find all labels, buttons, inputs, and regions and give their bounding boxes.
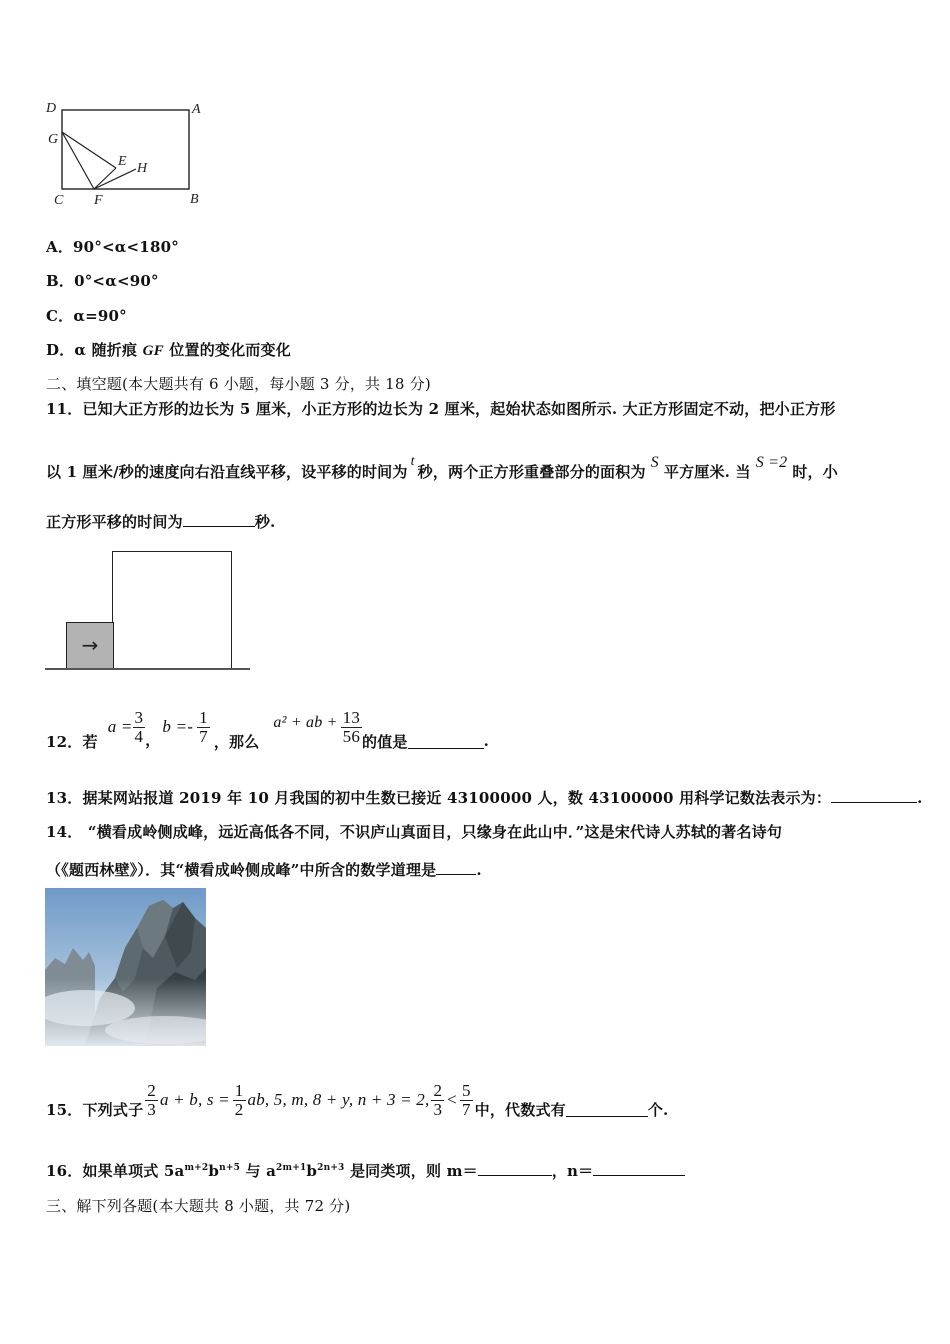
q13-text: 13．据某网站报道 2019 年 10 月我国的初中生数已接近 43100000 人，数 43100000 用科学记数法表示为： [46,789,832,807]
q11-answer-blank[interactable] [183,512,255,527]
segment-fh [94,169,136,189]
segment-fe [94,168,116,189]
q14-answer-blank[interactable] [436,860,476,875]
q12-a-eq: a = [107,717,133,736]
q13 [46,787,923,808]
mountain-photo [45,888,206,1046]
q13-end: . [917,789,923,807]
q12-prefix: 12．若 [46,732,98,751]
q11-line2-d: 时，小 [792,463,838,481]
q15-less-than: < [447,1090,457,1109]
q15-f3-num: 2 [433,1080,443,1100]
option-b-letter: B． [46,272,75,290]
option-c-letter: C． [46,307,74,325]
segment-ge [62,132,116,168]
q16-sup1: m+2 [184,1163,209,1173]
q12-a-num: 3 [134,707,144,727]
label-d: D [46,101,57,116]
q11-line2-a: 以 1 厘米/秒的速度向右沿直线平移，设平移的时间为 [46,463,408,481]
q15-fraction-4 [460,1082,473,1119]
option-a [46,236,179,257]
q15-fraction-1 [145,1082,158,1119]
option-d-italic: GF [142,343,164,359]
q11-condition: S =2 [755,454,788,471]
q11-line2 [46,454,838,482]
q12-expression: a² + ab + [273,714,338,731]
fold-line-gf [62,132,94,189]
option-d-letter: D． [46,341,75,359]
option-b-text: 0°<α<90° [74,272,159,290]
q15-fraction-3 [431,1082,444,1119]
fold-rectangle-figure [40,96,220,212]
q16-sup4: 2n+3 [317,1163,345,1173]
q15-end: 个. [647,1100,669,1119]
q15 [46,1076,668,1124]
q15-f2-den: 2 [234,1099,244,1119]
q12-suffix: 的值是 [362,732,408,751]
option-d-text-before: α 随折痕 [74,341,143,359]
option-d-text-after: 位置的变化而变化 [163,341,291,359]
q12-answer-blank[interactable] [408,734,484,749]
q12-fraction-a [133,709,146,746]
q15-f4-den: 7 [461,1099,471,1119]
q14-line2-text: （《题西林壁》）．其“横看成岭侧成峰”中所含的数学道理是 [46,861,437,879]
q16-sup3: 2m+1 [276,1163,307,1173]
small-square [66,622,114,669]
q12-end: . [483,732,490,750]
label-c: C [54,193,64,208]
option-a-letter: A． [46,238,74,256]
label-h: H [137,161,148,176]
q16-m-blank[interactable] [478,1161,552,1176]
q14-line2 [46,859,482,880]
q15-f1-num: 2 [147,1080,156,1100]
q11-line2-b: 秒，两个正方形重叠部分的面积为 [417,463,646,481]
section-3-title: 三、解下列各题(本大题共 8 小题，共 72 分) [46,1197,351,1215]
q13-answer-blank[interactable] [831,788,917,803]
q12-b-num: 1 [199,707,208,727]
q16-part-e: 是同类项，则 m＝ [344,1162,478,1180]
option-c [46,305,127,326]
q16-n-blank[interactable] [593,1161,685,1176]
q14-end: . [476,861,482,879]
q11-var-t: t [410,454,415,469]
q16-part-d: b [306,1162,318,1180]
q15-part2: ab, 5, m, 8 + y, n + 3 = 2, [247,1090,430,1109]
label-e: E [118,154,127,169]
q12-fraction-c [341,709,362,746]
ground-line [45,668,250,670]
q15-fraction-2 [233,1082,246,1119]
q15-f4-num: 5 [461,1080,471,1100]
q11-line3 [46,511,275,532]
q16-part-f: ，n＝ [551,1162,594,1180]
label-f: F [94,193,103,208]
q15-middle: 中，代数式有 [474,1100,566,1119]
option-d [46,339,291,360]
q16-part-b: b [208,1162,220,1180]
q15-answer-blank[interactable] [566,1102,648,1117]
rectangle-abcd [62,110,189,189]
q15-f1-den: 3 [147,1099,156,1119]
q12-b-eq: b =- [162,717,194,736]
q11-line2-c: 平方厘米. 当 [663,463,751,481]
q12-a-den: 4 [134,726,144,746]
q16-sup2: n+5 [219,1163,241,1173]
q15-part1: a + b, s = [159,1090,230,1109]
large-square [112,551,232,669]
q12 [46,702,489,752]
label-b: B [190,192,199,207]
label-g: G [48,132,59,147]
q11-line3-b: 秒. [254,513,276,531]
right-arrow-icon: → [81,633,99,657]
q11-line3-a: 正方形平移的时间为 [46,513,183,531]
option-c-text: α=90° [73,307,127,325]
label-a: A [192,102,201,117]
section-2-title: 二、填空题(本大题共有 6 小题，每小题 3 分，共 18 分) [46,375,431,393]
q12-comma: ， [145,730,161,749]
q11-line1: 11．已知大正方形的边长为 5 厘米，小正方形的边长为 2 厘米，起始状态如图所示. 大正方形固定不动，把小正方形 [46,400,836,418]
q12-then: ，那么 [213,732,260,751]
q12-c-den: 56 [342,726,361,746]
q11-var-s: S [650,454,659,471]
q14-line1: 14． “横看成岭侧成峰，远近高低各不同，不识庐山真面目，只缘身在此山中．”这是宋代诗人苏轼的著名诗句 [46,823,783,841]
q12-b-den: 7 [199,726,208,746]
q15-prefix: 15．下列式子 [46,1100,144,1119]
q12-c-num: 13 [342,707,361,727]
q12-fraction-b [197,709,210,746]
q16 [46,1160,685,1181]
option-a-text: 90°<α<180° [73,238,179,256]
q16-part-c: 与 a [240,1162,277,1180]
q15-f3-den: 3 [433,1099,443,1119]
option-b [46,270,159,291]
q16-part-a: 16．如果单项式 5a [46,1162,185,1180]
q15-f2-num: 1 [234,1080,244,1100]
